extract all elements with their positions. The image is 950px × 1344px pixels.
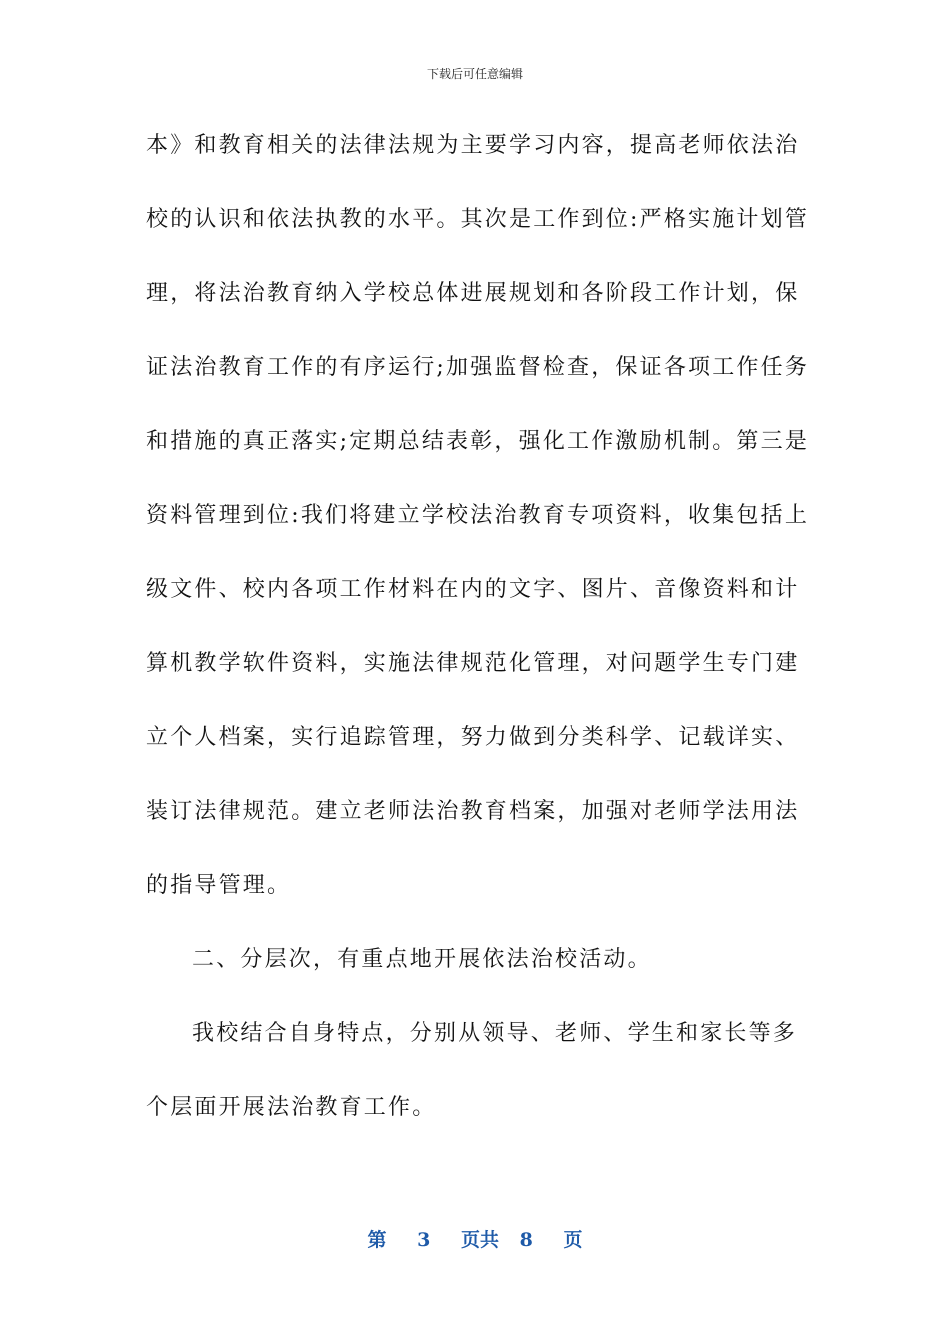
current-page-number: 3 (417, 1229, 431, 1251)
text-line: 算机教学软件资料，实施法律规范化管理，对问题学生专门建 (146, 651, 800, 676)
text-line: 的指导管理。 (146, 873, 292, 898)
body-text (146, 120, 810, 1156)
text-line: 理，将法治教育纳入学校总体进展规划和各阶段工作计划，保 (146, 281, 800, 306)
text-line: 资料管理到位:我们将建立学校法治教育专项资料，收集包括上 (146, 503, 810, 528)
text-line: 和措施的真正落实;定期总结表彰，强化工作激励机制。第三是 (146, 429, 810, 454)
text-line: 本》和教育相关的法律法规为主要学习内容，提高老师依法治 (146, 133, 800, 158)
text-line: 立个人档案，实行追踪管理，努力做到分类科学、记载详实、 (146, 725, 800, 750)
footer-suffix: 页 (563, 1229, 583, 1251)
text-line: 级文件、校内各项工作材料在内的文字、图片、音像资料和计 (146, 577, 800, 602)
header-note: 下载后可任意编辑 (426, 67, 523, 81)
page-footer (0, 1226, 950, 1254)
section-heading: 二、分层次，有重点地开展依法治校活动。 (192, 947, 652, 972)
text-line: 个层面开展法治教育工作。 (146, 1095, 437, 1120)
text-line: 我校结合自身特点，分别从领导、老师、学生和家长等多 (192, 1021, 798, 1046)
text-line: 装订法律规范。建立老师法治教育档案，加强对老师学法用法 (146, 799, 800, 824)
total-pages-number: 8 (519, 1229, 533, 1251)
footer-prefix: 第 (367, 1229, 387, 1251)
text-line: 校的认识和依法执教的水平。其次是工作到位:严格实施计划管 (146, 207, 810, 232)
text-line: 证法治教育工作的有序运行;加强监督检查，保证各项工作任务 (146, 355, 810, 380)
footer-middle: 页共 (460, 1229, 499, 1251)
